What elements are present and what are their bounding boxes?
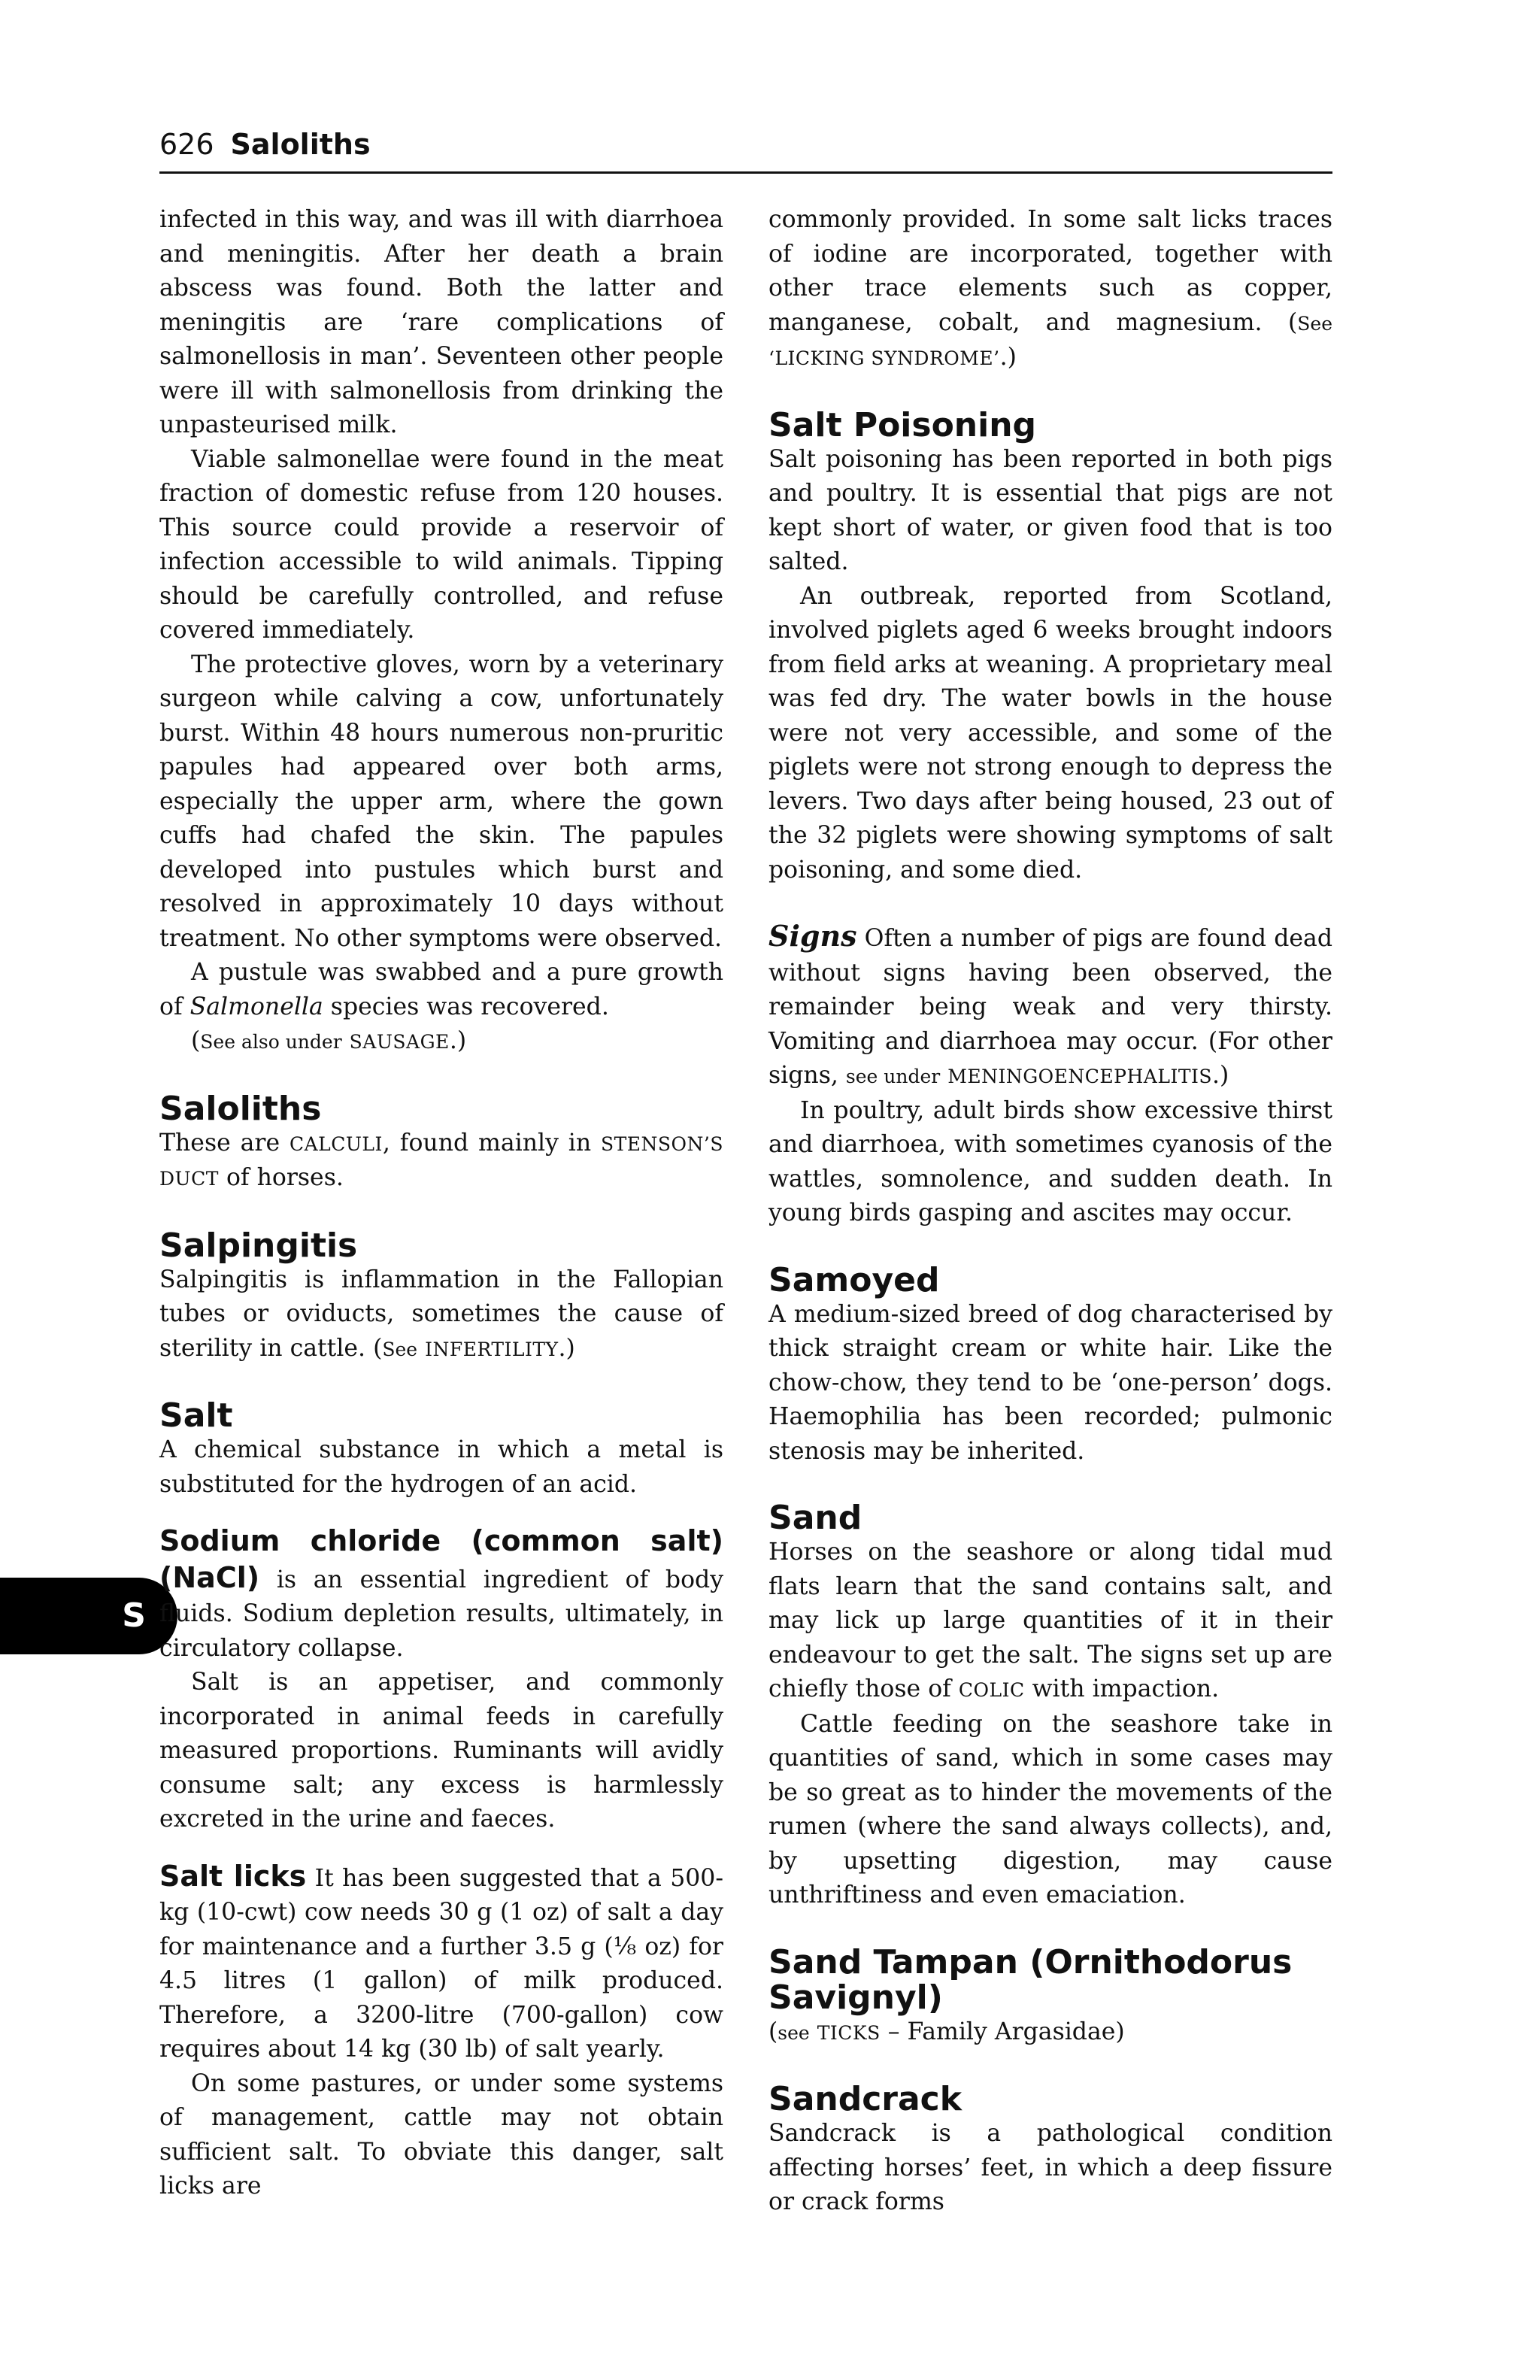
thumb-index-tab: S: [0, 1578, 177, 1654]
text: with impaction.: [1024, 1675, 1220, 1702]
left-column: [159, 203, 723, 2204]
subentry-salt-licks: [159, 1860, 723, 2067]
paragraph: Cattle feeding on the seashore take in quantities of sand, which in some cases may be so great as to hinder the movements of the rumen (where the sand always collects), and, by upsetting digestion, may cause unthriftiness and even emaciation.: [768, 1710, 1332, 1909]
text: These are: [159, 1129, 280, 1157]
text: A pustule was swabbed and a pure growth of: [159, 959, 723, 1020]
entry-text: Sandcrack is a pathological condition affecting horses’ feet, in which a deep fissure or crack forms: [768, 2120, 1332, 2215]
paragraph: An outbreak, reported from Scotland, involved piglets aged 6 weeks brought indoors from field arks at weaning. A proprietary meal was fed dry. The water bowls in the house were not very accessible, and some of the piglets were not strong enough to depress the levers. Two days after being housed, 23 out of the 32 piglets were showing symptoms of salt poisoning, and some died.: [768, 582, 1332, 884]
page-number: 626: [159, 128, 214, 161]
running-head-title: Saloliths: [230, 128, 371, 161]
text: .): [1212, 1062, 1229, 1089]
paragraph: Salt is an appetiser, and commonly incorporated in animal feeds in carefully measured proportions. Ruminants will avidly consume salt; any excess is harmlessly excreted in the urine and faeces.: [159, 1669, 723, 1833]
xref-link[interactable]: ‘LICKING SYNDROME’: [768, 347, 1000, 369]
running-head: [159, 123, 1332, 174]
entry-heading-sand: Sand: [768, 1499, 862, 1537]
entry-text: A chemical substance in which a metal is substituted for the hydrogen of an acid.: [159, 1436, 723, 1498]
text: .): [449, 1027, 467, 1054]
paragraph: The protective gloves, worn by a veterinary surgeon while calving a cow, unfortunately burst. Within 48 hours numerous non-pruritic papules had appeared over both arms, especially the upper arm, where the gown cuffs had chafed the skin. The papules developed into pustules which burst and resolved in approximately 10 days without treatment. No other symptoms were observed.: [159, 650, 723, 952]
xref-link[interactable]: SAUSAGE: [349, 1031, 450, 1053]
entry-text: [768, 2015, 1332, 2051]
entry-heading-salt: Salt: [159, 1396, 233, 1435]
text: , found mainly in: [382, 1129, 592, 1157]
text: Often a number of pigs are found dead without signs having been observed, the remainder being weak and very thirsty. Vomiting and diarrhoea may occur. (For other signs,: [768, 925, 1332, 1089]
see-label: See: [382, 1338, 418, 1360]
text: Horses on the seashore or along tidal mud flats learn that the sand contains salt, and may lick up large quantities of it in their endeavour to get the salt. The signs set up are chiefly those of: [768, 1539, 1332, 1702]
see-label: See also under: [200, 1031, 342, 1053]
xref-link[interactable]: COLIC: [958, 1679, 1025, 1701]
text: of horses.: [226, 1164, 344, 1191]
entry-text: A medium-sized breed of dog characterised by thick straight cream or white hair. Like the chow-chow, they tend to be ‘one-person’ dogs. Haemophilia has been recorded; pulmonic stenosis may be inherited.: [768, 1300, 1332, 1465]
cross-reference: [159, 1024, 723, 1060]
text: .): [558, 1334, 575, 1362]
xref-link[interactable]: STENSON’S DUCT: [159, 1132, 723, 1190]
paragraph: infected in this way, and was ill with diarrhoea and meningitis. After her death a brain abscess was found. Both the latter and meningitis are ‘rare complications of salmonellosis in man’. Seventeen other people were ill with salmonellosis from drinking the unpasteurised milk.: [159, 206, 723, 438]
paragraph: In poultry, adult birds show excessive thirst and diarrhoea, with sometimes cyanosis of the wattles, somnolence, and sudden death. In young birds gasping and ascites may occur.: [768, 1096, 1332, 1226]
text: – Family Argasidae): [880, 2018, 1125, 2045]
xref-link[interactable]: TICKS: [817, 2021, 881, 2044]
paragraph: [159, 956, 723, 1024]
entry-heading-sandcrack: Sandcrack: [768, 2080, 962, 2118]
entry-text: [159, 1126, 723, 1196]
paragraph: Salt poisoning has been reported in both pigs and poultry. It is essential that pigs are not kept short of water, or given food that is too salted.: [768, 445, 1332, 575]
text: is an essential ingredient of body fluids. Sodium depletion results, ultimately, in circulatory collapse.: [159, 1566, 723, 1662]
entry-heading-samoyed: Samoyed: [768, 1260, 940, 1299]
text: commonly provided. In some salt licks traces of iodine are incorporated, together with other trace elements such as copper, manganese, cobalt, and magnesium. (: [768, 206, 1332, 336]
entry-text: [159, 1263, 723, 1367]
text: species was recovered.: [323, 993, 609, 1020]
subheading: Salt licks: [159, 1859, 307, 1893]
see-label: see: [778, 2021, 810, 2044]
subentry-signs: [768, 919, 1332, 1094]
subheading: Sodium chloride (common salt) (NaCl): [159, 1524, 723, 1594]
subentry-sodium-chloride: [159, 1524, 723, 1666]
paragraph: Viable salmonellae were found in the meat fraction of domestic refuse from 120 houses. This source could provide a reservoir of infection accessible to wild animals. Tipping should be carefully controlled, and refuse covered immediately.: [159, 445, 723, 644]
xref-link[interactable]: INFERTILITY: [425, 1338, 559, 1360]
right-column: [768, 203, 1332, 2220]
entry-heading-saloliths: Saloliths: [159, 1089, 322, 1128]
genus-name: Salmonella: [189, 993, 323, 1020]
entry-heading-salpingitis: Salpingitis: [159, 1226, 358, 1265]
text: Salpingitis is inflammation in the Fallopian tubes or oviducts, sometimes the cause of sterility in cattle. (: [159, 1266, 723, 1362]
text: (: [768, 2018, 778, 2045]
entry-heading-salt-poisoning: Salt Poisoning: [768, 405, 1037, 444]
see-label: See: [1297, 312, 1332, 335]
subheading: Signs: [768, 919, 857, 953]
paragraph: [768, 1536, 1332, 1708]
xref-link[interactable]: CALCULI: [289, 1132, 383, 1155]
entry-heading-sand-tampan: Sand Tampan (Ornithodorus Savignyl): [768, 1942, 1293, 2017]
text: It has been suggested that a 500-kg (10-cwt) cow needs 30 g (1 oz) of salt a day for maintenance and a further 3.5 g (⅛ oz) for 4.5 litres (1 gallon) of milk produced. Therefore, a 3200-litre (700-gallon) cow requires about 14 kg (30 lb) of salt yearly.: [159, 1864, 723, 2063]
text: (: [191, 1027, 201, 1054]
paragraph: [768, 203, 1332, 376]
text: .): [999, 344, 1017, 371]
paragraph: On some pastures, or under some systems of management, cattle may not obtain sufficient salt. To obviate this danger, salt licks are: [159, 2069, 723, 2200]
see-label: see under: [845, 1066, 941, 1087]
xref-link[interactable]: MENINGOENCEPHALITIS: [947, 1066, 1213, 1087]
